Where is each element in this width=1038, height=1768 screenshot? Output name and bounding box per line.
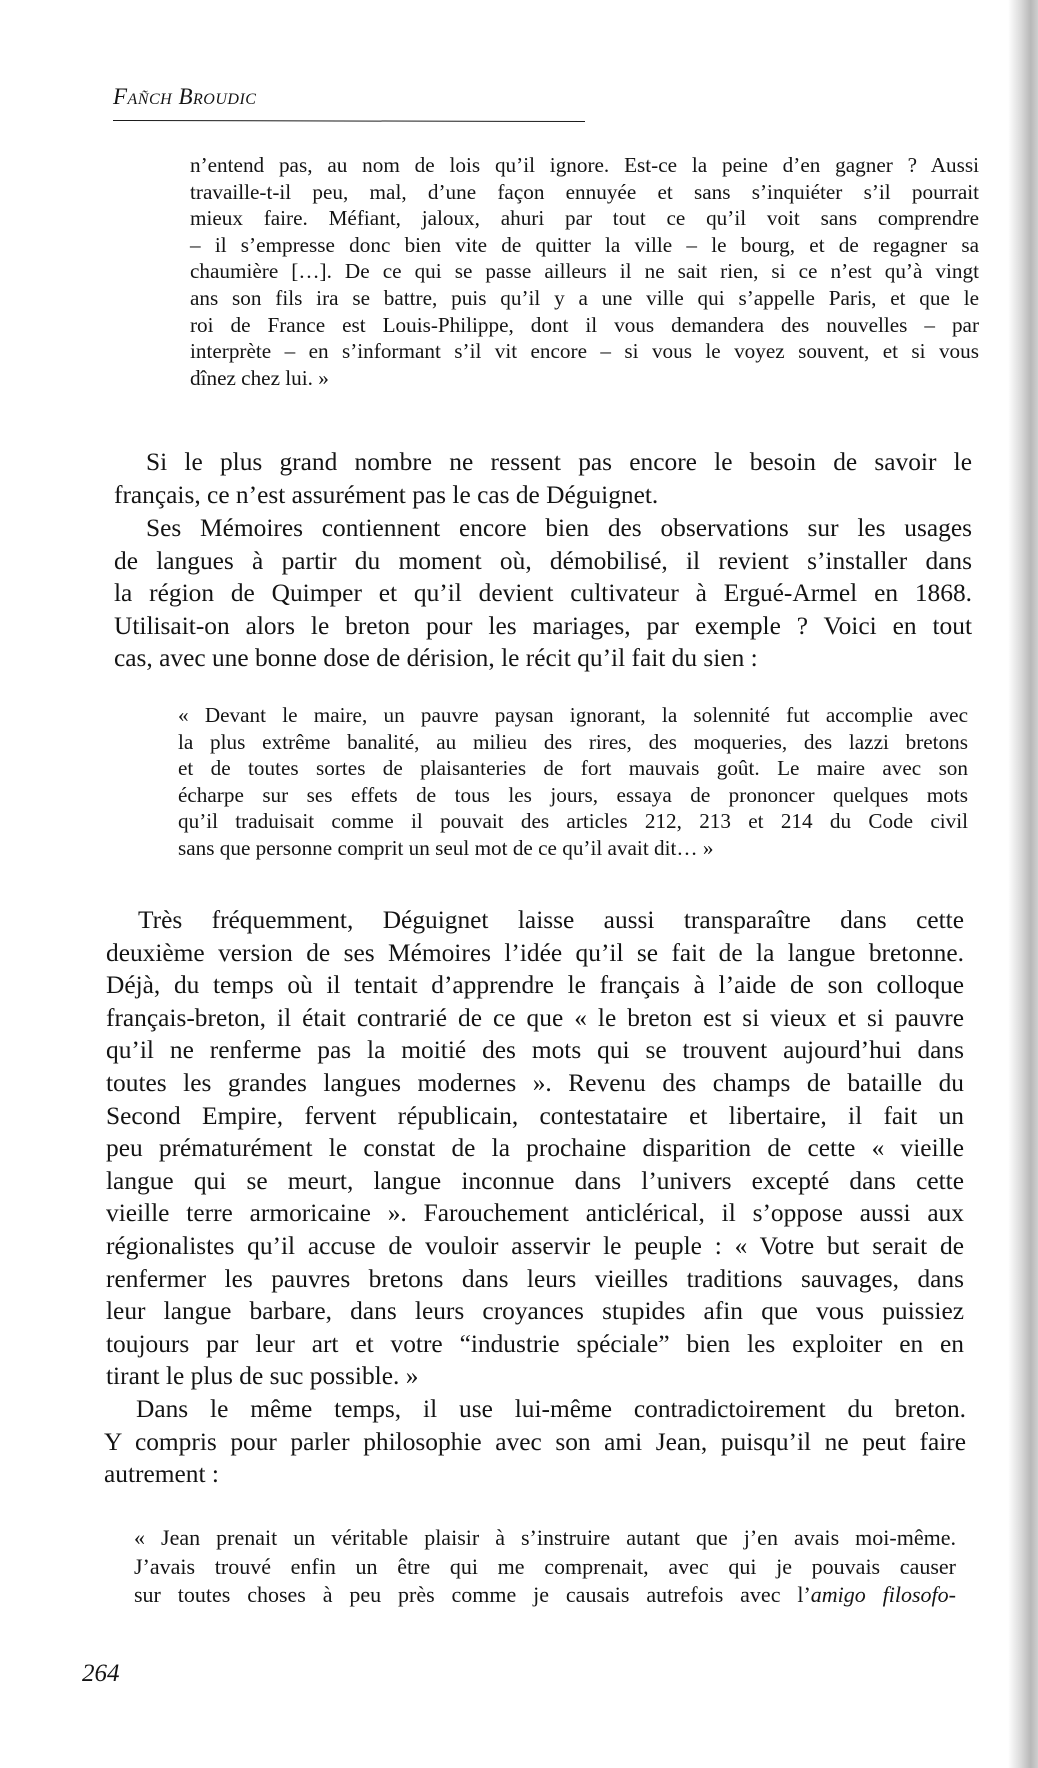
text-line: – il s’empresse donc bien vite de quitter la ville – le bourg, et de regagner sa [190, 232, 979, 257]
text-line: tirant le plus de suc possible. » [106, 1362, 419, 1391]
text-line: toutes les grandes langues modernes ». Revenu des champs de bataille du [106, 1068, 964, 1097]
text-line: toujours par leur art et votre “industrie spéciale” bien les exploiter en en [106, 1329, 964, 1358]
paragraph-4 [104, 1393, 966, 1491]
text-line: Déjà, du temps où il tentait d’apprendre le français à l’aide de son colloque [106, 971, 964, 1000]
text-line [134, 1581, 956, 1610]
text-line: roi de France est Louis-Philippe, dont il vous demandera des nouvelles – par [190, 312, 979, 337]
text-line: mieux faire. Méfiant, jaloux, ahuri par tout ce qu’il voit sans comprendre [190, 206, 979, 231]
text-line: écharpe sur ses effets de tous les jours, essaya de prononcer quelques mots [178, 782, 968, 807]
page-number: 264 [82, 1660, 120, 1687]
text-line: de langues à partir du moment où, démobilisé, il revient s’installer dans [114, 546, 972, 575]
paragraph-3 [106, 904, 964, 1393]
text-line: « Devant le maire, un pauvre paysan ignorant, la solennité fut accomplie avec [178, 703, 968, 727]
paragraph-1 [114, 446, 972, 511]
text-line: autrement : [104, 1460, 219, 1489]
text-line: langue qui se meurt, langue inconnue dans l’univers excepté dans cette [106, 1166, 964, 1195]
scan-edge-shadow [1008, 0, 1038, 1768]
text-line: interprète – en s’informant s’il vit encore – si vous le voyez souvent, et si vous [190, 339, 979, 364]
text-line: Second Empire, fervent républicain, contestataire et libertaire, il fait un [106, 1101, 964, 1130]
text-line: français-breton, il était contrarié de ce que « le breton est si vieux et si pauvre [106, 1003, 964, 1032]
text-line: ans son fils ira se battre, puis qu’il y a une ville qui s’appelle Paris, et que le [190, 285, 979, 310]
block-quote-2 [178, 702, 968, 862]
text-line: régionalistes qu’il accuse de vouloir asservir le peuple : « Votre but serait de [106, 1231, 964, 1260]
text-line: peu prématurément le constat de la prochaine disparition de cette « vieille [106, 1134, 964, 1163]
text-line: la plus extrême banalité, au milieu des rires, des moqueries, des lazzi bretons [178, 729, 968, 754]
header-rule [113, 120, 585, 122]
block-quote-3 [134, 1524, 956, 1610]
paragraph-2 [114, 512, 972, 675]
block-quote-1 [190, 152, 979, 391]
text-line: Utilisait-on alors le breton pour les mariages, par exemple ? Voici en tout [114, 611, 972, 640]
text-line: « Jean prenait un véritable plaisir à s’instruire autant que j’en avais moi-même. [134, 1525, 956, 1550]
text-line: leur langue barbare, dans leurs croyances stupides afin que vous puissiez [106, 1297, 964, 1326]
text-line: chaumière […]. De ce qui se passe ailleurs il ne sait rien, si ce n’est qu’à vingt [190, 259, 979, 284]
text-line: qu’il ne renferme pas la moitié des mots qui se trouvent aujourd’hui dans [106, 1036, 964, 1065]
text-line: qu’il traduisait comme il pouvait des articles 212, 213 et 214 du Code civil [178, 809, 968, 834]
text-line: deuxième version de ses Mémoires l’idée qu’il se fait de la langue bretonne. [106, 938, 964, 967]
text-line: vieille terre armoricaine ». Farouchement anticlérical, il s’oppose aussi aux [106, 1199, 964, 1228]
text-line: la région de Quimper et qu’il devient cultivateur à Ergué-Armel en 1868. [114, 579, 972, 608]
text-line: Très fréquemment, Déguignet laisse aussi transparaître dans cette [138, 906, 964, 934]
text-line: sans que personne comprit un seul mot de ce qu’il avait dit… » [178, 835, 714, 860]
text-segment: sur toutes choses à peu près comme je causais autrefois avec l’ [134, 1582, 811, 1607]
text-line: J’avais trouvé enfin un être qui me comprenait, avec qui je pouvais causer [134, 1553, 956, 1579]
text-line: n’entend pas, au nom de lois qu’il ignore. Est-ce la peine d’en gagner ? Aussi [190, 153, 979, 177]
text-line: travaille-t-il peu, mal, d’une façon ennuyée et sans s’inquiéter s’il pourrait [190, 179, 979, 204]
text-line: Dans le même temps, il use lui-même contradictoirement du breton. [136, 1395, 966, 1423]
text-line: renfermer les pauvres bretons dans leurs vieilles traditions sauvages, dans [106, 1264, 964, 1293]
italic-foreign-term: amigo filosofo- [810, 1582, 956, 1607]
text-line: cas, avec une bonne dose de dérision, le récit qu’il fait du sien : [114, 644, 758, 673]
text-line: français, ce n’est assurément pas le cas de Déguignet. [114, 480, 659, 509]
text-line: dînez chez lui. » [190, 365, 329, 390]
text-line: Ses Mémoires contiennent encore bien des observations sur les usages [146, 514, 972, 542]
text-line: Y compris pour parler philosophie avec son ami Jean, puisqu’il ne peut faire [104, 1427, 966, 1456]
text-line: et de toutes sortes de plaisanteries de fort mauvais goût. Le maire avec son [178, 756, 968, 781]
text-line: Si le plus grand nombre ne ressent pas encore le besoin de savoir le [146, 448, 972, 476]
running-head-author: Fañch Broudic [113, 84, 257, 109]
